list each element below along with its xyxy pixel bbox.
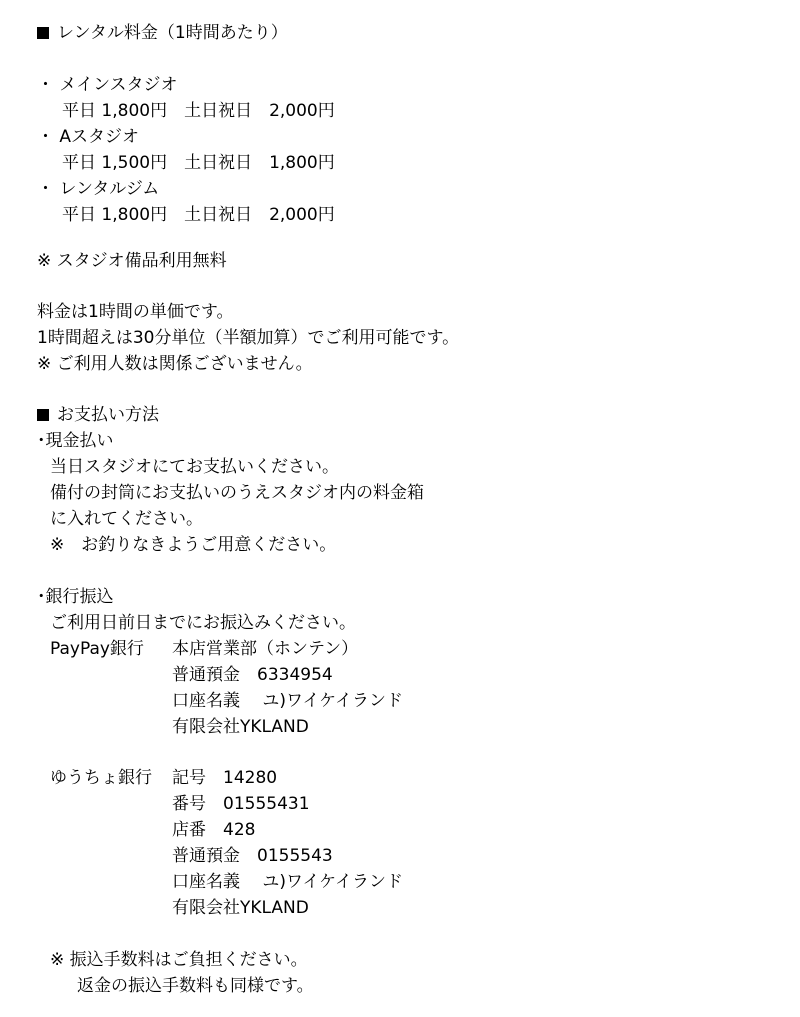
- room-name: ・ レンタルジム: [37, 179, 160, 199]
- room-price: 平日 1,800円 土日祝日 2,000円: [62, 101, 335, 121]
- cash-title: ･現金払い: [37, 431, 114, 451]
- paypay-line: 普通預金 6334954: [172, 665, 333, 685]
- cash-line: 備付の封筒にお支払いのうえスタジオ内の料金箱: [50, 483, 424, 503]
- yucho-line: 店番 428: [172, 820, 256, 840]
- room-name: ・ Aスタジオ: [37, 127, 140, 147]
- payment-heading-row: [37, 405, 159, 425]
- rental-note: ※ ご利用人数は関係ございません。: [37, 354, 313, 374]
- cash-line: 当日スタジオにてお支払いください。: [50, 457, 339, 477]
- yucho-line: 記号 14280: [172, 768, 278, 788]
- paypay-line: 本店営業部（ホンテン）: [172, 639, 359, 659]
- equipment-note: ※ スタジオ備品利用無料: [37, 251, 227, 271]
- bank-title: ･銀行振込: [37, 587, 114, 607]
- rental-heading-row: [37, 23, 288, 43]
- paypay-line: 有限会社YKLAND: [172, 717, 309, 737]
- room-name: ・ メインスタジオ: [37, 75, 178, 95]
- room-price: 平日 1,500円 土日祝日 1,800円: [62, 153, 335, 173]
- fee-note: ※ 振込手数料はご負担ください。: [50, 950, 308, 970]
- rental-note: 1時間超えは30分単位（半額加算）でご利用可能です。: [37, 328, 460, 348]
- yucho-line: 有限会社YKLAND: [172, 898, 309, 918]
- cash-line: に入れてください。: [50, 509, 203, 529]
- rental-note: 料金は1時間の単価です。: [37, 302, 234, 322]
- square-bullet-icon: [37, 27, 49, 39]
- paypay-line: 口座名義 ユ)ワイケイランド: [172, 691, 403, 711]
- yucho-bank-name: ゆうちょ銀行: [50, 768, 152, 788]
- yucho-line: 口座名義 ユ)ワイケイランド: [172, 872, 403, 892]
- yucho-line: 番号 01555431: [172, 794, 310, 814]
- payment-heading: お支払い方法: [57, 405, 159, 425]
- cash-line: ※ お釣りなきようご用意ください。: [50, 535, 337, 555]
- bank-intro: ご利用日前日までにお振込みください。: [50, 613, 356, 633]
- rental-heading: レンタル料金（1時間あたり）: [57, 23, 288, 43]
- room-price: 平日 1,800円 土日祝日 2,000円: [62, 205, 335, 225]
- fee-note: 返金の振込手数料も同様です。: [77, 976, 314, 996]
- yucho-line: 普通預金 0155543: [172, 846, 333, 866]
- square-bullet-icon: [37, 409, 49, 421]
- paypay-bank-name: PayPay銀行: [50, 639, 144, 659]
